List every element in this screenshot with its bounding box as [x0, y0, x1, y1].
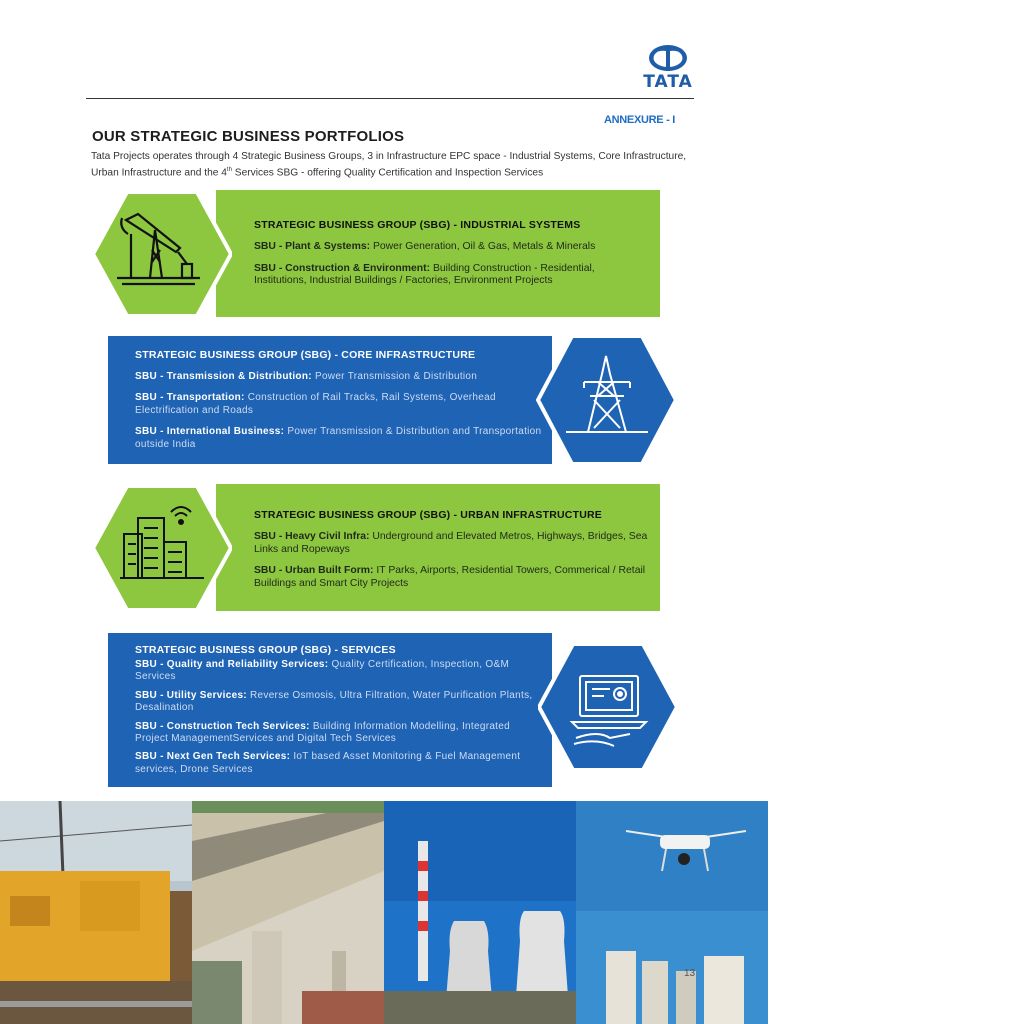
sbg-industrial-panel	[216, 190, 660, 317]
elevated-metro-photo	[192, 801, 384, 1024]
sbg-heading: STRATEGIC BUSINESS GROUP (SBG) - CORE INFRASTRUCTURE	[135, 349, 476, 361]
sbu-item: SBU - Quality and Reliability Services: Quality Certification, Inspection, O&M Services	[135, 659, 510, 683]
sbu-item: SBU - Utility Services: Reverse Osmosis, Ultra Filtration, Water Purification Plants, Desalination	[135, 689, 533, 714]
sbu-item: SBU - Plant & Systems: Power Generation, Oil & Gas, Metals & Minerals	[254, 241, 596, 252]
urban-hexagon	[92, 484, 232, 612]
core-hexagon	[536, 334, 678, 466]
sbg-core-panel	[108, 336, 552, 464]
sbu-item: SBU - Transportation: Construction of Rail Tracks, Rail Systems, Overhead Electrification and Roads	[135, 392, 496, 416]
sbu-item: SBU - Urban Built Form: IT Parks, Airports, Residential Towers, Commerical / Retail Buildings and Smart City Projects	[254, 565, 646, 589]
sbg-services-panel	[108, 633, 552, 787]
sbu-item: SBU - Construction & Environment: Building Construction - Residential, Institutions, Industrial Buildings / Factories, Environment Projects	[254, 262, 595, 287]
sbg-heading: STRATEGIC BUSINESS GROUP (SBG) - SERVICES	[135, 644, 396, 656]
industrial-hexagon	[92, 190, 232, 318]
sbu-item: SBU - Heavy Civil Infra: Underground and Elevated Metros, Highways, Bridges, Sea Links and Ropeways	[254, 531, 648, 555]
intro-paragraph: Tata Projects operates through 4 Strategic Business Groups, 3 in Infrastructure EPC space - Industrial Systems, Core Infrastructure, Urban Infrastructure and the 4th Services SBG - offering Quality Certification and Inspection Services	[91, 151, 687, 178]
sbu-item: SBU - International Business: Power Transmission & Distribution and Transportation outside India	[135, 426, 542, 450]
sbu-item: SBU - Next Gen Tech Services: IoT based Asset Monitoring & Fuel Management services, Drone Services	[135, 751, 521, 775]
tata-logo	[640, 44, 696, 94]
drone-photo	[576, 801, 768, 1024]
sbu-item: SBU - Transmission & Distribution: Power Transmission & Distribution	[135, 371, 478, 382]
annexure-label: ANNEXURE - I	[604, 114, 675, 126]
header-rule	[86, 98, 694, 99]
tata-wordmark: TATA	[643, 72, 693, 92]
power-plant-photo	[384, 801, 576, 1024]
sbg-heading: STRATEGIC BUSINESS GROUP (SBG) - URBAN INFRASTRUCTURE	[254, 509, 602, 521]
photo-strip	[0, 801, 768, 1024]
rail-track-machine-photo	[0, 801, 192, 1024]
page-number: 13	[684, 968, 696, 979]
services-hexagon	[538, 642, 678, 772]
page-title: OUR STRATEGIC BUSINESS PORTFOLIOS	[92, 128, 405, 145]
tata-emblem-icon	[648, 44, 688, 72]
sbu-item: SBU - Construction Tech Services: Building Information Modelling, Integrated Project ManagementServices and Digital Tech Services	[135, 720, 510, 745]
sbg-urban-panel	[216, 484, 660, 611]
sbg-heading: STRATEGIC BUSINESS GROUP (SBG) - INDUSTRIAL SYSTEMS	[254, 219, 581, 231]
